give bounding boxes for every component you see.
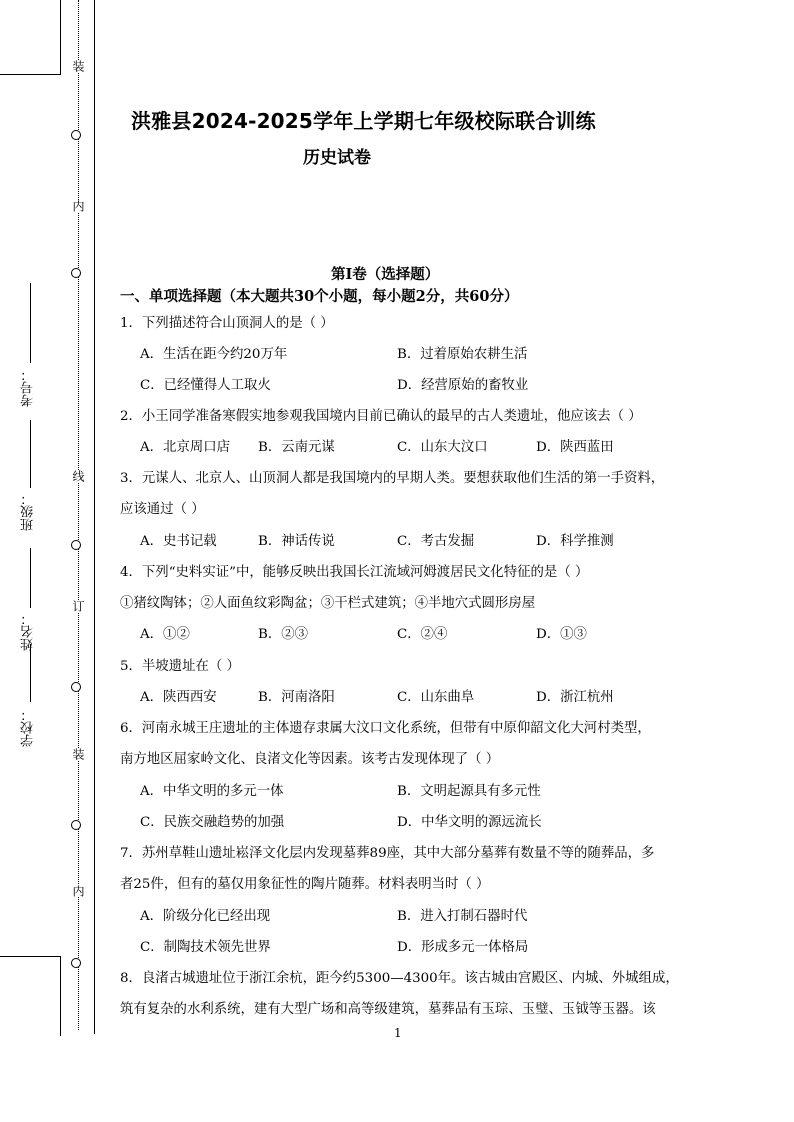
question-6-option-c: C．民族交融趋势的加强 (140, 815, 285, 830)
seal-circle (71, 268, 81, 278)
volume-title: 第Ⅰ卷（选择题） (331, 266, 440, 283)
question-3-option-a: A．史书记载 (140, 534, 217, 549)
question-6-option-d: D．中华文明的源远流长 (397, 815, 542, 830)
exam-title: 洪雅县2024-2025学年上学期七年级校际联合训练 (131, 109, 596, 133)
question-5-option-a: A．陕西西安 (140, 690, 217, 705)
seal-mark-zhuang: 装 (71, 60, 85, 72)
binding-bottom-horizontal-line (0, 956, 61, 957)
question-7-stem: 7．苏州草鞋山遗址崧泽文化层内发现墓葬89座，其中大部分墓葬有数量不等的随葬品，多 (120, 846, 655, 861)
question-3-stem: 3．元谋人、北京人、山顶洞人都是我国境内的早期人类。要想获取他们生活的第一手资料， (120, 471, 665, 486)
binding-top-vertical-line (60, 0, 61, 74)
class-label: 班级： (21, 492, 36, 531)
seal-dotted-line (78, 0, 79, 1030)
question-5-option-d: D．浙江杭州 (536, 690, 614, 705)
question-7-option-a: A．阶级分化已经出现 (140, 909, 271, 924)
binding-margin (0, 0, 100, 1040)
question-5-option-b: B．河南洛阳 (258, 690, 335, 705)
question-3-option-c: C．考古发掘 (397, 534, 475, 549)
question-3-stem-continued: 应该通过（ ） (120, 502, 205, 517)
seal-mark-nei: 内 (71, 885, 85, 897)
exam-subtitle: 历史试卷 (303, 148, 371, 168)
question-2-option-d: D．陕西蓝田 (536, 440, 614, 455)
binding-bottom-vertical-line (60, 956, 61, 1036)
section-title: 一、单项选择题（本大题共30个小题，每小题2分，共60分） (120, 288, 519, 305)
question-6-option-a: A．中华文明的多元一体 (140, 784, 284, 799)
question-6-option-b: B．文明起源具有多元性 (397, 784, 541, 799)
seal-mark-xian: 线 (71, 470, 85, 482)
question-1-option-c: C．已经懂得人工取火 (140, 378, 271, 393)
school-label: 学校： (21, 708, 36, 747)
question-5-option-c: C．山东曲阜 (397, 690, 475, 705)
question-1-option-b: B．过着原始农耕生活 (397, 347, 528, 362)
question-4-option-c: C．②④ (397, 627, 448, 642)
question-4-option-d: D．①③ (536, 627, 587, 642)
binding-top-horizontal-line (0, 74, 61, 75)
student-id-label: 考号： (21, 368, 36, 407)
question-4-option-a: A．①② (140, 627, 190, 642)
seal-circle (71, 130, 81, 140)
name-blank[interactable] (30, 548, 31, 608)
question-6-stem-continued: 南方地区屈家岭文化、良渚文化等因素。该考古发现体现了（ ） (120, 752, 500, 767)
school-blank[interactable] (30, 644, 31, 702)
seal-circle (71, 682, 81, 692)
question-1-stem: 1．下列描述符合山顶洞人的是（ ） (120, 316, 334, 331)
question-3-option-b: B．神话传说 (258, 534, 335, 549)
question-8-stem-continued: 筑有复杂的水利系统，建有大型广场和高等级建筑，墓葬品有玉琮、玉璧、玉钺等玉器。该 (120, 1002, 656, 1017)
seal-circle (71, 958, 81, 968)
seal-mark-ding: 订 (71, 600, 85, 612)
page-number: 1 (394, 1026, 402, 1040)
seal-mark-zhuang: 装 (71, 748, 85, 760)
question-3-option-d: D．科学推测 (536, 534, 614, 549)
seal-mark-nei: 内 (71, 200, 85, 212)
question-7-option-b: B．进入打制石器时代 (397, 909, 528, 924)
question-1-option-a: A．生活在距今约20万年 (140, 347, 288, 362)
class-blank[interactable] (30, 420, 31, 488)
seal-circle (71, 820, 81, 830)
name-label: 姓名： (21, 612, 36, 651)
question-2-stem: 2．小王同学准备寒假实地参观我国境内目前已确认的最早的古人类遗址，他应该去（ ） (120, 409, 642, 424)
question-2-option-c: C．山东大汶口 (397, 440, 488, 455)
question-4-option-b: B．②③ (258, 627, 309, 642)
question-4-stem: 4．下列“史料实证”中，能够反映出我国长江流域河姆渡居民文化特征的是（ ） (120, 565, 589, 580)
question-7-option-d: D．形成多元一体格局 (397, 940, 529, 955)
question-5-stem: 5．半坡遗址在（ ） (120, 659, 240, 674)
question-7-option-c: C．制陶技术领先世界 (140, 940, 271, 955)
question-2-option-a: A．北京周口店 (140, 440, 231, 455)
question-4-material: ①猪纹陶钵；②人面鱼纹彩陶盆；③干栏式建筑；④半地穴式圆形房屋 (120, 596, 536, 611)
question-6-stem: 6．河南永城王庄遗址的主体遗存隶属大汶口文化系统，但带有中原仰韶文化大河村类型， (120, 721, 651, 736)
question-8-stem: 8．良渚古城遗址位于浙江余杭，距今约5300—4300年。该古城由宫殿区、内城、外城组成， (120, 971, 679, 986)
question-7-stem-continued: 者25件，但有的墓仅用象征性的陶片随葬。材料表明当时（ ） (120, 877, 490, 892)
binding-right-border-line (94, 0, 95, 1034)
student-id-blank[interactable] (30, 283, 31, 363)
seal-circle (71, 540, 81, 550)
question-1-option-d: D．经营原始的畜牧业 (397, 378, 529, 393)
question-2-option-b: B．云南元谋 (258, 440, 335, 455)
